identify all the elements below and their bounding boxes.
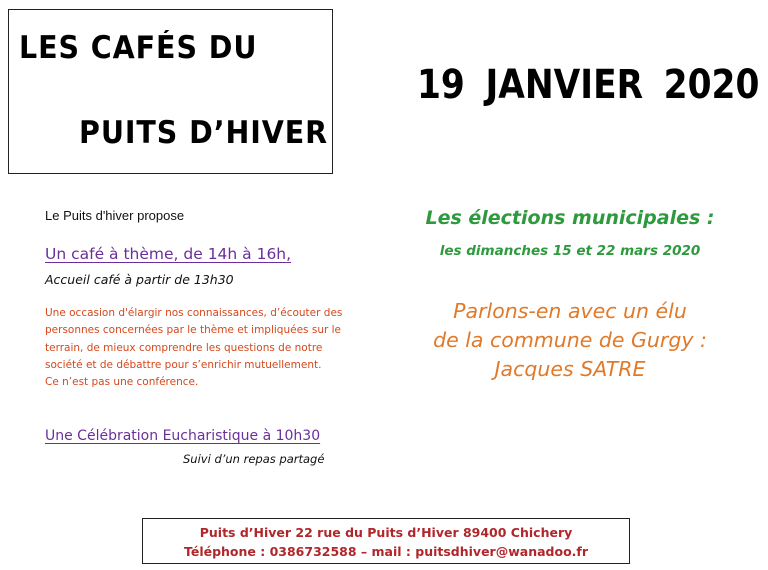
title-line-2: PUITS D’HIVER <box>79 115 329 151</box>
footer-address: Puits d’Hiver 22 rue du Puits d’Hiver 89400 Chichery <box>199 525 573 540</box>
title-line-1: LES CAFÉS DU <box>19 30 258 66</box>
celebration-heading: Une Célébration Eucharistique à 10h30 <box>45 428 321 444</box>
description-line: Une occasion d'élargir nos connaissances, d’écouter des <box>45 307 343 319</box>
cafe-theme-comma: , <box>286 245 292 263</box>
elections-heading: Les élections municipales : <box>425 207 715 229</box>
speaker-line: de la commune de Gurgy : <box>433 328 707 352</box>
description-line: Ce n’est pas une conférence. <box>45 376 199 389</box>
description-line: société et de débattre pour s’enrichir mutuellement. <box>45 358 322 371</box>
speaker-line: Jacques SATRE <box>494 357 646 381</box>
description-line: terrain, de mieux comprendre les questions de notre <box>45 341 323 354</box>
welcome-coffee-text: Accueil café à partir de 13h30 <box>45 272 234 287</box>
contact-box <box>142 518 630 564</box>
title-box <box>8 9 333 174</box>
footer-contact: Téléphone : 0386732588 – mail : puitsdhiver@wanadoo.fr <box>183 544 589 559</box>
speaker-announcement <box>400 297 740 384</box>
description-line: personnes concernées par le thème et impliquées sur le <box>45 324 342 337</box>
election-dates: les dimanches 15 et 22 mars 2020 <box>439 243 701 259</box>
speaker-line: Parlons-en avec un élu <box>453 299 687 323</box>
cafe-theme-heading <box>45 245 291 263</box>
cafe-description <box>45 305 365 391</box>
event-date: 19 JANVIER 2020 <box>417 62 760 108</box>
intro-text: Le Puits d'hiver propose <box>45 208 185 223</box>
cafe-theme-heading-text: Un café à thème, de 14h à 16h <box>45 245 287 263</box>
shared-meal-text: Suivi d’un repas partagé <box>183 452 325 466</box>
